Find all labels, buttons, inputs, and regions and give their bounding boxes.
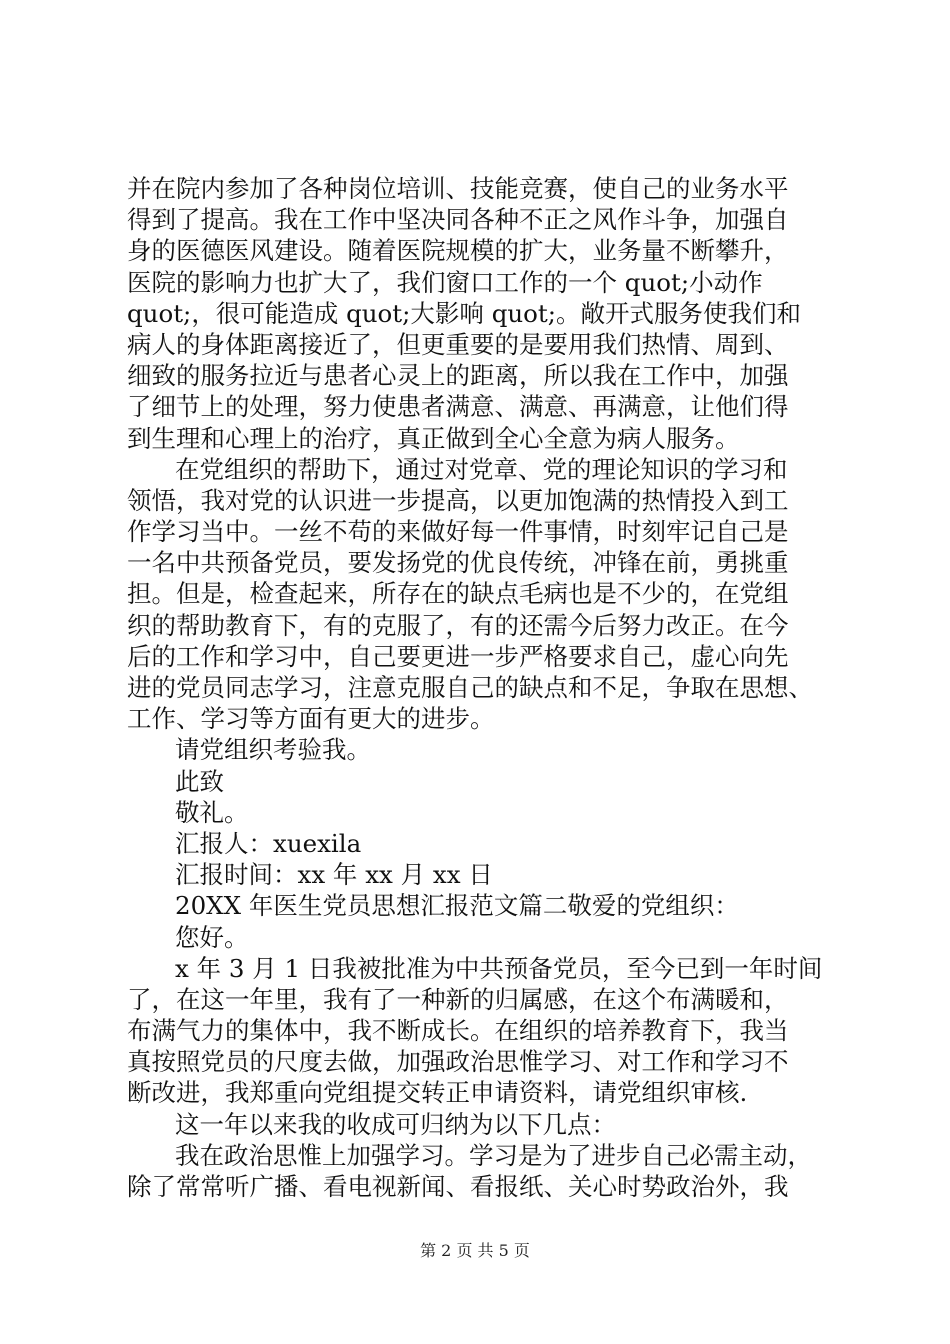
text-line: 这一年以来我的收成可归纳为以下几点： xyxy=(175,1109,616,1139)
text-line: 身的医德医风建设。随着医院规模的扩大，业务量不断攀升， xyxy=(127,236,789,266)
text-line: 除了常常听广播、看电视新闻、看报纸、关心时势政治外，我 xyxy=(127,1172,789,1201)
text-line: 20XX 年医生党员思想汇报范文篇二敬爱的党组织： xyxy=(175,891,739,921)
text-line: 汇报时间：xx 年 xx 月 xx 日 xyxy=(175,860,493,890)
text-line: 得到了提高。我在工作中坚决同各种不正之风作斗争，加强自 xyxy=(127,205,789,235)
text-line: 敬礼。 xyxy=(175,797,249,827)
text-line: 了细节上的处理，努力使患者满意、满意、再满意，让他们得 xyxy=(127,392,789,422)
text-line: 细致的服务拉近与患者心灵上的距离，所以我在工作中，加强 xyxy=(127,361,789,391)
text-line: quot;，很可能造成 quot;大影响 quot;。敞开式服务使我们和 xyxy=(127,298,802,328)
text-line: 您好。 xyxy=(175,922,249,952)
text-line: 布满气力的集体中，我不断成长。在组织的培养教育下，我当 xyxy=(127,1016,789,1046)
text-line: 并在院内参加了各种岗位培训、技能竞赛，使自己的业务水平 xyxy=(127,174,789,203)
text-line: 请党组织考验我。 xyxy=(175,735,371,765)
text-line: 进的党员同志学习，注意克服自己的缺点和不足，争取在思想、 xyxy=(127,673,813,702)
text-line: 断改进，我郑重向党组提交转正申请资料，请党组织审核. xyxy=(127,1078,748,1108)
text-line: 汇报人：xuexila xyxy=(175,828,362,858)
text-line: 真按照党员的尺度去做，加强政治思惟学习、对工作和学习不 xyxy=(127,1047,789,1077)
text-line: 一名中共预备党员，要发扬党的优良传统，冲锋在前，勇挑重 xyxy=(127,548,789,578)
text-line: 作学习当中。一丝不苟的来做好每一件事情，时刻牢记自己是 xyxy=(127,517,789,547)
text-line: 领悟，我对党的认识进一步提高，以更加饱满的热情投入到工 xyxy=(127,485,789,515)
text-line: 工作、学习等方面有更大的进步。 xyxy=(127,704,495,734)
text-line: 到生理和心理上的治疗，真正做到全心全意为病人服务。 xyxy=(127,423,740,453)
text-line: 此致 xyxy=(175,766,224,796)
text-line: 我在政治思惟上加强学习。学习是为了进步自己必需主动， xyxy=(175,1140,812,1170)
text-line: 在党组织的帮助下，通过对党章、党的理论知识的学习和 xyxy=(175,454,788,484)
text-line: 病人的身体距离接近了，但更重要的是要用我们热情、周到、 xyxy=(127,329,789,359)
document-body xyxy=(127,173,847,1202)
text-line: x 年 3 月 1 日我被批准为中共预备党员，至今已到一年时间 xyxy=(175,953,823,983)
text-line: 担。但是，检查起来，所存在的缺点毛病也是不少的，在党组 xyxy=(127,579,789,609)
text-line: 医院的影响力也扩大了，我们窗口工作的一个 quot;小动作 xyxy=(127,267,763,297)
text-line: 后的工作和学习中，自己要更进一步严格要求自己，虚心向先 xyxy=(127,641,789,671)
text-line: 织的帮助教育下，有的克服了，有的还需今后努力改正。在今 xyxy=(127,610,789,640)
text-line: 了，在这一年里，我有了一种新的归属感，在这个布满暖和， xyxy=(127,984,789,1014)
page-footer: 第 2 页 共 5 页 xyxy=(420,1241,530,1260)
